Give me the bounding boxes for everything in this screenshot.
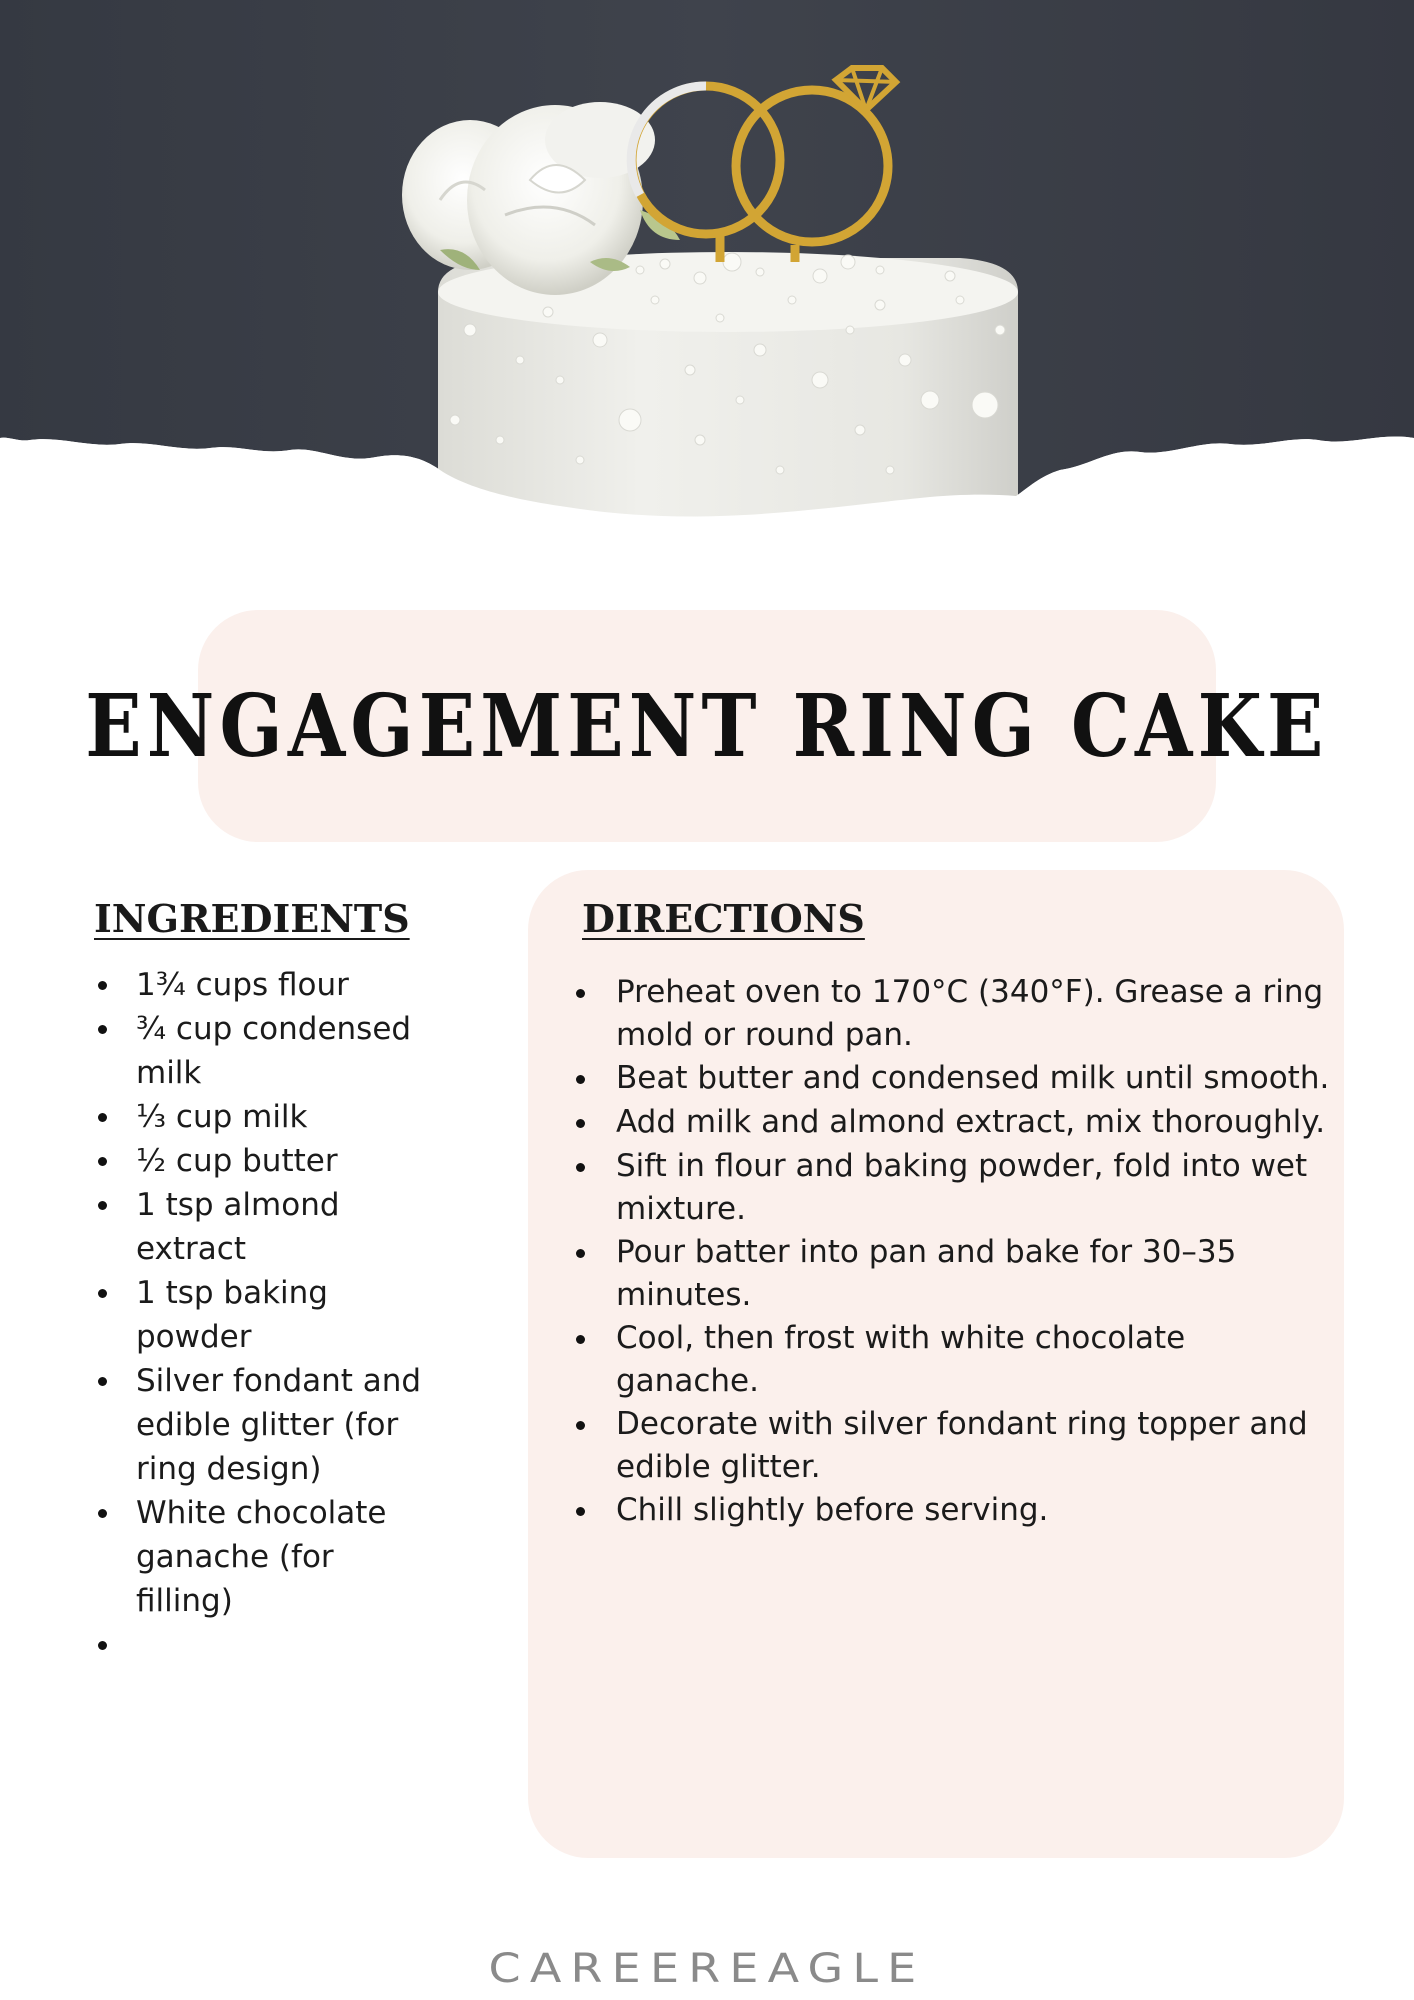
ingredient-item: 1¾ cups flour bbox=[94, 963, 434, 1007]
directions-heading: DIRECTIONS bbox=[582, 896, 865, 941]
cake-illustration bbox=[0, 0, 1414, 560]
ingredients-list bbox=[94, 963, 434, 1667]
hero-cake-photo bbox=[0, 0, 1414, 560]
ingredient-item: 1 tsp baking powder bbox=[94, 1271, 434, 1359]
directions-list bbox=[554, 971, 1334, 1533]
direction-step: Decorate with silver fondant ring topper and edible glitter. bbox=[562, 1403, 1334, 1489]
ingredient-item: White chocolate ganache (for filling) bbox=[94, 1491, 434, 1623]
ingredient-item: Silver fondant and edible glitter (for ring design) bbox=[94, 1359, 434, 1491]
direction-step: Preheat oven to 170°C (340°F). Grease a ring mold or round pan. bbox=[562, 971, 1334, 1057]
recipe-title: ENGAGEMENT RING CAKE bbox=[85, 675, 1329, 777]
ingredient-item: ⅓ cup milk bbox=[94, 1095, 434, 1139]
direction-step: Sift in flour and baking powder, fold into wet mixture. bbox=[562, 1145, 1334, 1231]
ingredient-item: ¾ cup condensed milk bbox=[94, 1007, 434, 1095]
ingredients-heading: INGREDIENTS bbox=[94, 896, 410, 941]
direction-step: Add milk and almond extract, mix thoroughly. bbox=[562, 1101, 1334, 1145]
ingredient-item: 1 tsp almond extract bbox=[94, 1183, 434, 1271]
direction-step: Beat butter and condensed milk until smooth. bbox=[562, 1057, 1334, 1101]
careereagle-logo: CAREEREAGLE bbox=[488, 1946, 926, 1992]
ingredient-item-empty bbox=[94, 1623, 434, 1667]
directions-section bbox=[554, 896, 1334, 1533]
title-banner bbox=[85, 610, 1329, 842]
direction-step: Pour batter into pan and bake for 30–35 minutes. bbox=[562, 1231, 1334, 1317]
direction-step: Chill slightly before serving. bbox=[562, 1489, 1334, 1533]
ingredients-section bbox=[94, 896, 434, 1667]
ingredient-item: ½ cup butter bbox=[94, 1139, 434, 1183]
direction-step: Cool, then frost with white chocolate ganache. bbox=[562, 1317, 1334, 1403]
